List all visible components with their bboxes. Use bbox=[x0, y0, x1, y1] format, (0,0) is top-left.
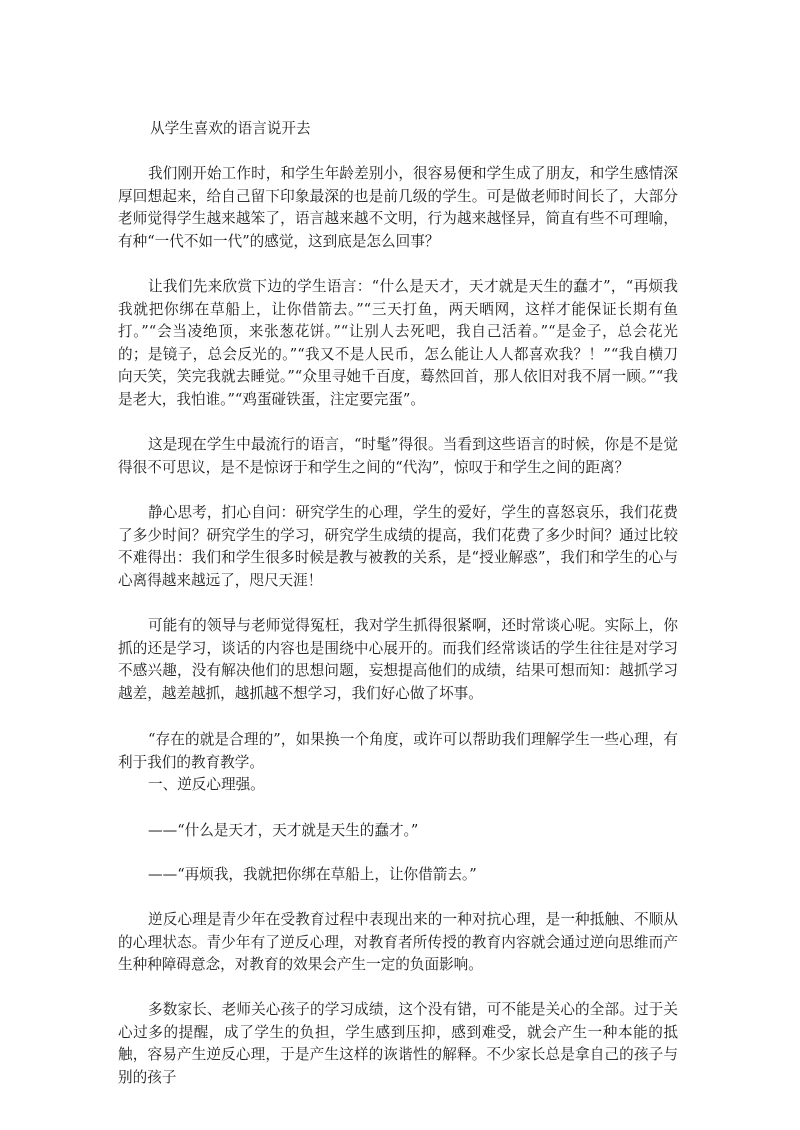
section-heading: 一、逆反心理强。 bbox=[148, 776, 265, 793]
paragraph-8: 多数家长、老师关心孩子的学习成绩，这个没有错，可不能是关心的全部。过于关心过多的提醒，成了学生的负担，学生感到压抑，感到难受，就会产生一种本能的抵触，容易产生逆反心理，于是产生这样的诙谐性的解释。不少家长总是拿自己的孩子与别的孩子 bbox=[118, 1001, 678, 1086]
quote-1: ——“什么是天才，天才就是天生的蠢才。” bbox=[148, 822, 419, 839]
paragraph-2: 让我们先来欣赏下边的学生语言：“什么是天才，天才就是天生的蠢才”，“再烦我我就把你绑在草船上，让你借箭去。”“三天打鱼，两天晒网，这样才能保证长期有鱼打。”“会当凌绝顶，来张葱花饼。”“让别人去死吧，我自己活着。”“是金子，总会花光的；是镜子，总会反光的。”“我又不是人民币，怎么能让人人都喜欢我？！”“我自横刀向天笑，笑完我就去睡觉。”“众里寻她千百度，蓦然回首，那人依旧对我不屑一顾。”“我是老大，我怕谁。”“鸡蛋碰铁蛋，注定要完蛋”。 bbox=[118, 278, 678, 408]
paragraph-4: 静心思考，扪心自问：研究学生的心理，学生的爱好，学生的喜怒哀乐，我们花费了多少时间？研究学生的学习，研究学生成绩的提高，我们花费了多少时间？通过比较不难得出：我们和学生很多时候是教与被教的关系，是“授业解惑”，我们和学生的心与心离得越来越远了，咫尺天涯！ bbox=[118, 504, 678, 589]
paragraph-6: “存在的就是合理的”，如果换一个角度，或许可以帮助我们理解学生一些心理，有利于我们的教育教学。 bbox=[118, 731, 678, 771]
paragraph-3: 这是现在学生中最流行的语言，“时髦”得很。当看到这些语言的时候，你是不是觉得很不可思议，是不是惊讶于和学生之间的“代沟”，惊叹于和学生之间的距离？ bbox=[118, 436, 678, 476]
paragraph-7: 逆反心理是青少年在受教育过程中表现出来的一种对抗心理，是一种抵触、不顺从的心理状态。青少年有了逆反心理，对教育者所传授的教育内容就会通过逆向思维而产生种种障碍意念，对教育的效果会产生一定的负面影响。 bbox=[118, 911, 678, 973]
quote-2: ——“再烦我，我就把你绑在草船上，让你借箭去。” bbox=[148, 866, 477, 883]
paragraph-5: 可能有的领导与老师觉得冤枉，我对学生抓得很紧啊，还时常谈心呢。实际上，你抓的还是学习，谈话的内容也是围绕中心展开的。而我们经常谈话的学生往往是对学习不感兴趣，没有解决他们的思想问题，妄想提高他们的成绩，结果可想而知：越抓学习越差，越差越抓，越抓越不想学习，我们好心做了坏事。 bbox=[118, 617, 678, 702]
paragraph-1: 我们刚开始工作时，和学生年龄差别小，很容易便和学生成了朋友，和学生感情深厚回想起来，给自己留下印象最深的也是前几级的学生。可是做老师时间长了，大部分老师觉得学生越来越笨了，语言越来越不文明，行为越来越怪异，简直有些不可理喻，有种“一代不如一代”的感觉，这到底是怎么回事？ bbox=[118, 165, 678, 250]
document-title: 从学生喜欢的语言说开去 bbox=[150, 120, 311, 137]
